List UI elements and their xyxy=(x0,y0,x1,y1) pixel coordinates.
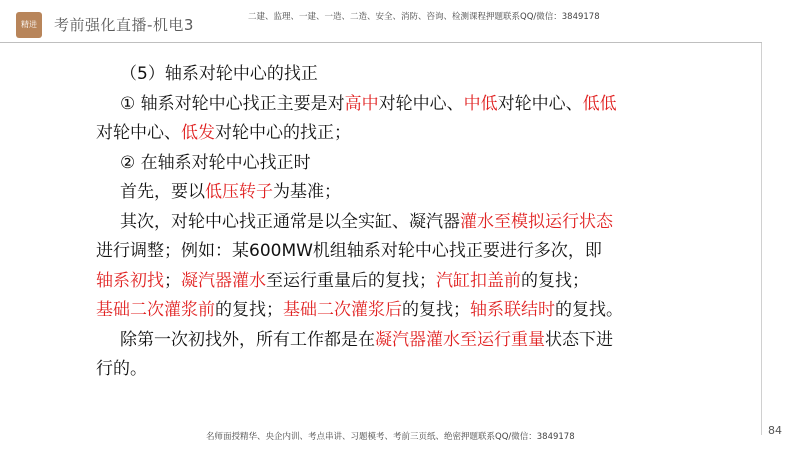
page-number: 84 xyxy=(768,424,782,437)
text-segment: （5）轴系对轮中心的找正 xyxy=(120,64,318,84)
highlighted-text: 基础二次灌浆后 xyxy=(283,300,402,320)
text-segment: 进行调整；例如：某600MW机组轴系对轮中心找正要进行多次，即 xyxy=(96,241,602,261)
second-step-line-4 xyxy=(96,296,656,326)
text-segment: 首先，要以 xyxy=(120,182,205,202)
highlighted-text: 中低 xyxy=(463,93,498,114)
section-heading xyxy=(96,60,656,90)
highlighted-text: 高中 xyxy=(344,93,379,114)
point-2-line xyxy=(96,149,656,179)
first-step-line xyxy=(96,178,656,208)
text-segment: 的复找； xyxy=(402,300,470,320)
second-step-line-3 xyxy=(96,267,656,297)
highlighted-text: 灌水至模拟运行状态 xyxy=(460,211,613,232)
text-segment: 除第一次初找外，所有工作都是在 xyxy=(120,329,375,350)
text-segment: 至运行重量后的复找； xyxy=(266,270,436,291)
text-segment: 行的。 xyxy=(96,359,147,379)
text-segment: 其次，对轮中心找正通常是以全实缸、凝汽器 xyxy=(120,211,460,232)
highlighted-text: 低低 xyxy=(582,93,617,114)
text-segment: 对轮中心的找正； xyxy=(215,123,351,143)
highlighted-text: 汽缸扣盖前 xyxy=(436,270,521,291)
text-segment: 的复找。 xyxy=(555,300,623,320)
second-step-line-1 xyxy=(96,208,656,238)
header-contact-text: 二建、监理、一建、一造、二造、安全、消防、咨询、检测课程押题联系QQ/微信：3849178 xyxy=(248,12,600,22)
text-segment: 对轮中心、 xyxy=(497,93,583,114)
highlighted-text: 低压转子 xyxy=(205,182,273,202)
highlighted-text: 轴系联结时 xyxy=(470,300,555,320)
highlighted-text: 轴系初找 xyxy=(96,270,164,291)
text-segment: ① 轴系对轮中心找正主要是对 xyxy=(120,93,345,114)
text-segment: 对轮中心、 xyxy=(378,93,464,114)
highlighted-text: 基础二次灌浆前 xyxy=(96,300,215,320)
point-1-line-2 xyxy=(96,119,656,149)
text-segment: 为基准； xyxy=(273,182,341,202)
text-segment: ② 在轴系对轮中心找正时 xyxy=(120,152,311,173)
highlighted-text: 凝汽器灌水 xyxy=(181,270,266,291)
slide-content xyxy=(96,60,656,385)
point-1-line-1 xyxy=(96,90,656,120)
text-segment: 的复找； xyxy=(521,270,589,291)
course-title: 考前强化直播-机电3 xyxy=(54,16,194,34)
text-segment: ； xyxy=(164,270,181,291)
text-segment: 的复找； xyxy=(215,300,283,320)
highlighted-text: 低发 xyxy=(181,123,215,143)
second-step-line-2 xyxy=(96,237,656,267)
brand-logo: 精进 xyxy=(16,12,42,38)
text-segment: 状态下进 xyxy=(545,329,613,350)
conclusion-line-2 xyxy=(96,355,656,385)
right-divider xyxy=(761,43,762,435)
highlighted-text: 凝汽器灌水至运行重量 xyxy=(375,329,545,350)
conclusion-line-1 xyxy=(96,326,656,356)
text-segment: 对轮中心、 xyxy=(96,123,181,143)
header-divider xyxy=(0,42,762,43)
footer-contact-text: 名师面授精华、央企内训、考点串讲、习题模考、考前三页纸、绝密押题联系QQ/微信：3849178 xyxy=(206,432,575,442)
